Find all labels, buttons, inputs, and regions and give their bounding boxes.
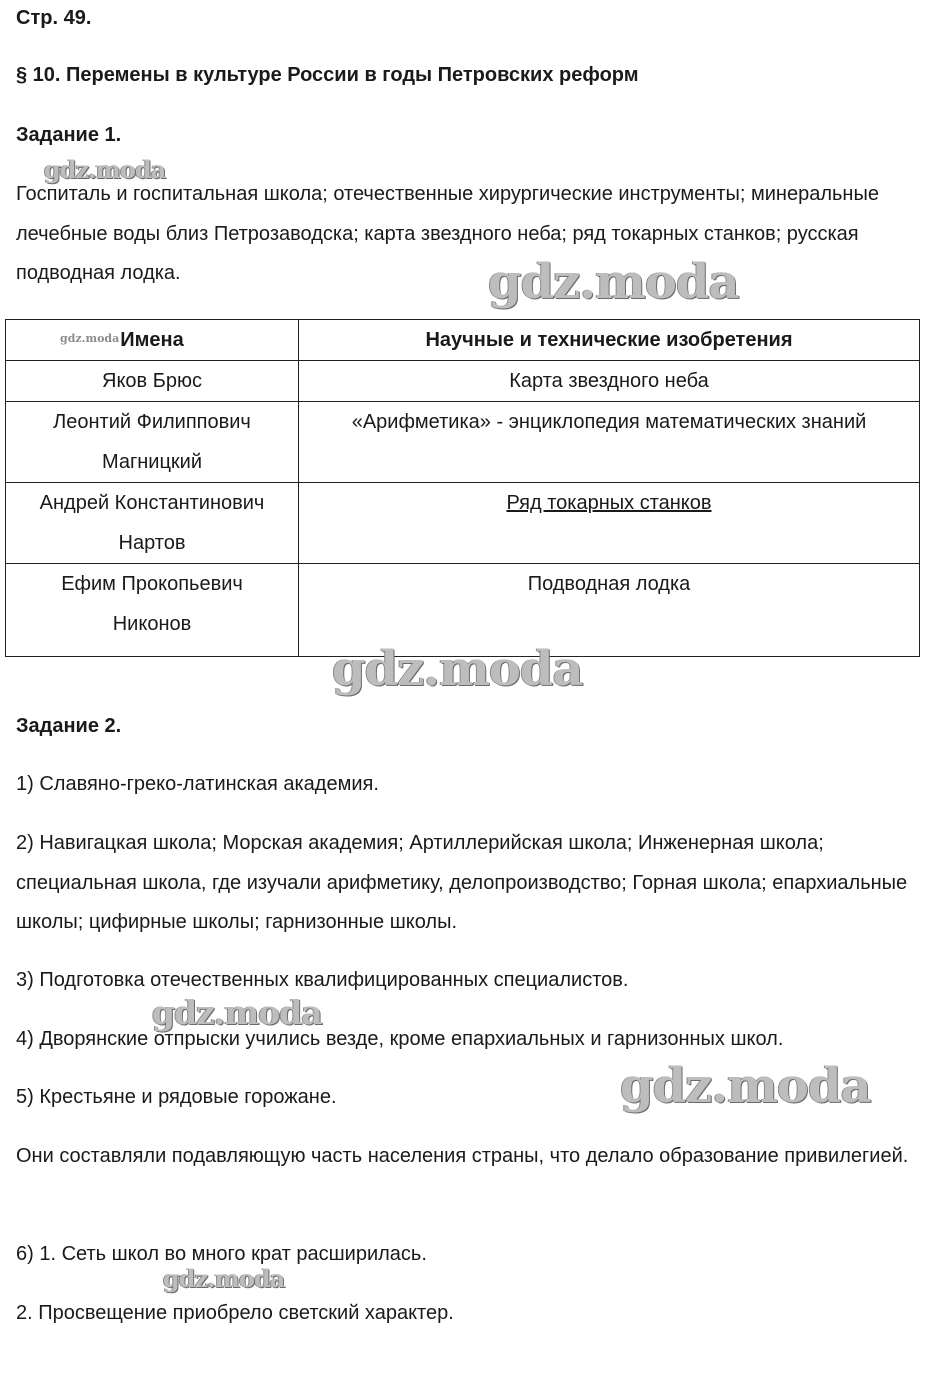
task2-item-1: 1) Славяно-греко-латинская академия.	[16, 773, 379, 795]
name-line-2: Магницкий	[101, 451, 203, 473]
watermark-logo: gdz.moda	[163, 1264, 285, 1293]
column-header-inventions: Научные и технические изобретения	[299, 320, 920, 361]
task1-paragraph: Госпиталь и госпитальная школа; отечественные хирургические инструменты; минеральные лечебные воды близ Петрозаводска; карта звездного неба; ряд токарных станков; русская подводная лодка.	[16, 183, 879, 284]
task2-item-6-line-2: 2. Просвещение приобрело светский характер.	[16, 1302, 454, 1324]
task2-item-4: 4) Дворянские отпрыски учились везде, кроме епархиальных и гарнизонных школ.	[16, 1028, 784, 1050]
task2-item-5-note: Они составляли подавляющую часть населения страны, что делало образование привилегией.	[16, 1145, 909, 1167]
underlined-invention: Ряд токарных станков	[506, 492, 712, 514]
section-title: § 10. Перемены в культуре России в годы Петровских реформ	[16, 64, 639, 86]
cell-name	[6, 402, 299, 483]
name-line-1: Ефим Прокопьевич	[61, 573, 243, 595]
cell-invention: «Арифметика» - энциклопедия математических знаний	[299, 402, 920, 483]
watermark-logo: gdz.moda	[44, 155, 166, 184]
table-row	[6, 361, 920, 402]
cell-invention: Карта звездного неба	[299, 361, 920, 402]
task2-item-6-line-1: 6) 1. Сеть школ во много крат расширилась.	[16, 1243, 427, 1265]
name-line-1: Андрей Константинович	[39, 492, 265, 514]
page-label: Стр. 49.	[16, 7, 92, 29]
inventions-table	[5, 319, 920, 657]
table-header-row	[6, 320, 920, 361]
task1-heading: Задание 1.	[16, 124, 122, 146]
table-row	[6, 402, 920, 483]
cell-invention	[299, 483, 920, 564]
task2-item-2: 2) Навигацкая школа; Морская академия; Артиллерийская школа; Инженерная школа; специальная школа, где изучали арифметику, делопроизводство; Горная школа; епархиальные школы; цифирные школы; гарнизонные школы.	[16, 832, 908, 933]
cell-name: Яков Брюс	[6, 361, 299, 402]
watermark-logo: gdz.moda	[152, 993, 322, 1032]
column-header-names: Имена	[6, 320, 299, 361]
name-line-2: Нартов	[118, 532, 186, 554]
name-line-2: Никонов	[112, 613, 192, 635]
name-line-1: Леонтий Филиппович	[53, 411, 251, 433]
watermark-logo: gdz.moda	[620, 1058, 871, 1114]
watermark-logo: gdz.moda	[60, 332, 120, 345]
task2-heading: Задание 2.	[16, 715, 122, 737]
watermark-logo: gdz.moda	[488, 254, 739, 310]
watermark-logo: gdz.moda	[332, 641, 583, 697]
task2-item-5: 5) Крестьяне и рядовые горожане.	[16, 1086, 337, 1108]
table-row	[6, 483, 920, 564]
task2-item-3: 3) Подготовка отечественных квалифицированных специалистов.	[16, 969, 629, 991]
cell-name	[6, 564, 299, 657]
cell-name	[6, 483, 299, 564]
cell-invention: Подводная лодка	[299, 564, 920, 657]
